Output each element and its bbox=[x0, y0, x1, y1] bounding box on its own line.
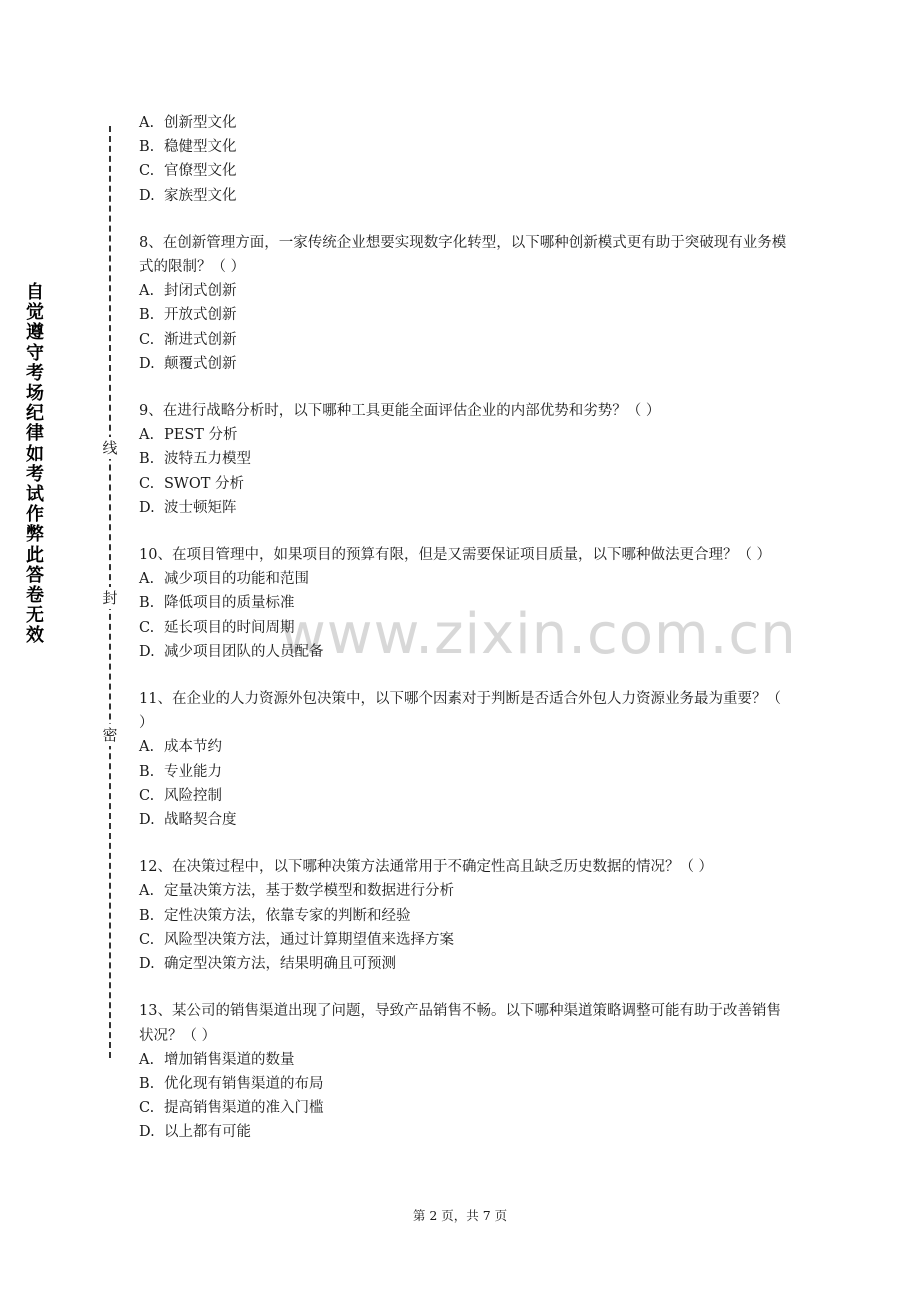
question-stem: 9、在进行战略分析时，以下哪种工具更能全面评估企业的内部优势和劣势？（ ） bbox=[139, 403, 661, 420]
option-item: C. 风险型决策方法，通过计算期望值来选择方案 bbox=[139, 931, 454, 948]
option-item: B. 定性决策方法，依靠专家的判断和经验 bbox=[139, 907, 411, 924]
exam-content bbox=[139, 111, 789, 1145]
binding-mark-secret: 密 bbox=[102, 726, 118, 744]
option-item: A. 创新型文化 bbox=[139, 115, 237, 131]
question-11 bbox=[139, 687, 789, 832]
option-item: B. 开放式创新 bbox=[139, 307, 237, 324]
option-item: D. 减少项目团队的人员配备 bbox=[139, 643, 324, 660]
question-8 bbox=[139, 231, 789, 376]
option-item: C. 官僚型文化 bbox=[139, 163, 237, 180]
option-item: D. 战略契合度 bbox=[139, 812, 237, 829]
option-item: B. 降低项目的质量标准 bbox=[139, 595, 295, 612]
question-stem: 13、某公司的销售渠道出现了问题，导致产品销售不畅。以下哪种渠道策略调整可能有助于改善销售状况？（ ） bbox=[139, 1003, 781, 1044]
question-stem: 8、在创新管理方面，一家传统企业想要实现数字化转型，以下哪种创新模式更有助于突破现有业务模式的限制？（ ） bbox=[139, 234, 787, 276]
question-13 bbox=[139, 999, 789, 1144]
option-item: A. 增加销售渠道的数量 bbox=[139, 1051, 295, 1068]
option-item: D. 波士顿矩阵 bbox=[139, 499, 237, 516]
option-item: B. 稳健型文化 bbox=[139, 139, 237, 156]
option-item: A. PEST 分析 bbox=[139, 427, 238, 444]
option-item: A. 减少项目的功能和范围 bbox=[139, 571, 309, 588]
option-item: C. 渐进式创新 bbox=[139, 331, 237, 348]
option-item: D. 确定型决策方法，结果明确且可预测 bbox=[139, 956, 396, 973]
binding-mark-seal: 封 bbox=[102, 589, 118, 607]
watermark: www.zixin.com.cn bbox=[280, 602, 797, 667]
question-9 bbox=[139, 399, 789, 520]
option-item: A. 定量决策方法，基于数学模型和数据进行分析 bbox=[139, 883, 454, 900]
option-item: D. 以上都有可能 bbox=[139, 1124, 251, 1141]
question-stem: 11、在企业的人力资源外包决策中，以下哪个因素对于判断是否适合外包人力资源业务最为重要？（ ） bbox=[139, 691, 781, 732]
option-item: B. 波特五力模型 bbox=[139, 451, 251, 468]
option-item: D. 颠覆式创新 bbox=[139, 355, 237, 372]
question-10 bbox=[139, 543, 789, 664]
option-item: D. 家族型文化 bbox=[139, 187, 237, 204]
question-12 bbox=[139, 855, 789, 976]
option-item: A. 封闭式创新 bbox=[139, 283, 237, 300]
binding-mark-line: 线 bbox=[102, 439, 118, 457]
question-stem: 12、在决策过程中，以下哪种决策方法通常用于不确定性高且缺乏历史数据的情况？（ ） bbox=[139, 859, 714, 876]
option-item: C. SWOT 分析 bbox=[139, 475, 245, 492]
option-item: C. 提高销售渠道的准入门槛 bbox=[139, 1100, 324, 1117]
question-stem: 10、在项目管理中，如果项目的预算有限，但是又需要保证项目质量，以下哪种做法更合理？（ ） bbox=[139, 547, 772, 564]
option-item: C. 延长项目的时间周期 bbox=[139, 619, 295, 636]
option-item: A. 成本节约 bbox=[139, 739, 222, 756]
page-number-footer: 第 2 页，共 7 页 bbox=[412, 1208, 508, 1223]
option-item: C. 风险控制 bbox=[139, 787, 222, 804]
option-item: B. 专业能力 bbox=[139, 763, 222, 780]
option-item: B. 优化现有销售渠道的布局 bbox=[139, 1075, 324, 1092]
previous-question-options bbox=[139, 111, 789, 208]
exam-discipline-notice: 自觉遵守考场纪律如考试作弊此答卷无效 bbox=[26, 282, 44, 647]
